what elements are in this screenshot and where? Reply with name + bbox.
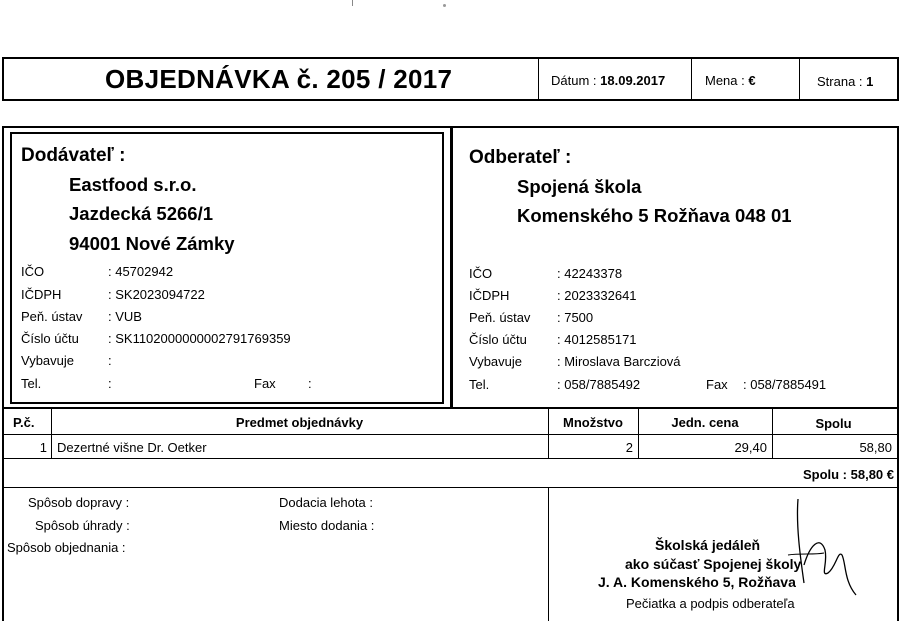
footer-divider — [548, 488, 549, 621]
signature-stroke — [797, 499, 804, 583]
delivery-place-label: Miesto dodania : — [279, 518, 375, 533]
table-row-rule — [2, 458, 899, 459]
currency-value: € — [748, 73, 756, 88]
page-field — [817, 74, 873, 89]
supplier-fax-value: : — [308, 376, 312, 391]
supplier-street: Jazdecká 5266/1 — [69, 203, 214, 224]
customer-account-label: Číslo účtu — [469, 332, 527, 347]
customer-ico-label: IČO — [469, 266, 493, 281]
sum-label: Spolu : — [802, 467, 847, 482]
customer-ico-value: : 42243378 — [557, 266, 623, 281]
customer-bank-value: : 7500 — [557, 310, 594, 325]
supplier-contact-value: : — [108, 353, 112, 368]
customer-tel-label: Tel. — [469, 377, 490, 392]
sum-value: 58,80 € — [850, 467, 894, 482]
customer-fax-value: : 058/7885491 — [743, 377, 827, 392]
stamp-line-1: Školská jedáleň — [655, 537, 761, 553]
transport-label: Spôsob dopravy : — [28, 495, 130, 510]
table-row-no: 1 — [39, 440, 47, 455]
signature-stroke — [788, 553, 824, 555]
ordering-label: Spôsob objednania : — [7, 540, 126, 555]
currency-label: Mena : — [705, 73, 745, 88]
scan-speck — [443, 4, 446, 7]
page-label: Strana : — [817, 74, 863, 89]
sum-field — [770, 467, 894, 482]
supplier-heading: Dodávateľ : — [21, 145, 126, 166]
customer-name: Spojená škola — [517, 176, 642, 197]
signature-scribble — [770, 495, 870, 605]
signature-stroke — [804, 543, 856, 595]
supplier-ico-value: : 45702942 — [108, 264, 174, 279]
supplier-icdph-value: : SK2023094722 — [108, 287, 205, 302]
supplier-icdph-label: IČDPH — [21, 287, 62, 302]
customer-account-value: : 4012585171 — [557, 332, 637, 347]
customer-tel-value: : 058/7885492 — [557, 377, 641, 392]
col-header-unit-price: Jedn. cena — [671, 415, 739, 430]
table-top-rule — [2, 407, 899, 409]
supplier-ico-label: IČO — [21, 264, 45, 279]
payment-label: Spôsob úhrady : — [35, 518, 130, 533]
customer-icdph-value: : 2023332641 — [557, 288, 637, 303]
table-row-qty: 2 — [625, 440, 633, 455]
supplier-fax-label: Fax — [254, 376, 276, 391]
table-row-unit-price: 29,40 — [734, 440, 767, 455]
table-row-item: Dezertné višne Dr. Oetker — [57, 440, 207, 455]
page-value: 1 — [866, 74, 874, 89]
delivery-time-label: Dodacia lehota : — [279, 495, 373, 510]
customer-icdph-label: IČDPH — [469, 288, 510, 303]
page-title: OBJEDNÁVKA č. 205 / 2017 — [105, 64, 453, 94]
supplier-city: 94001 Nové Zámky — [69, 233, 235, 254]
header-divider — [538, 59, 539, 99]
supplier-bank-value: : VUB — [108, 309, 142, 324]
col-header-no: P.č. — [13, 415, 35, 430]
col-header-item: Predmet objednávky — [235, 415, 364, 430]
supplier-tel-value: : — [108, 376, 112, 391]
customer-contact-value: : Miroslava Barcziová — [557, 354, 681, 369]
col-header-qty: Množstvo — [563, 415, 623, 430]
date-value: 18.09.2017 — [600, 73, 666, 88]
date-label: Dátum : — [551, 73, 597, 88]
table-header-rule — [2, 434, 899, 435]
supplier-box — [10, 132, 444, 404]
scan-speck — [352, 0, 353, 6]
signature-caption: Pečiatka a podpis odberateľa — [626, 596, 795, 611]
date-field — [551, 73, 665, 88]
supplier-contact-label: Vybavuje — [21, 353, 74, 368]
supplier-bank-label: Peň. ústav — [21, 309, 83, 324]
supplier-account-label: Číslo účtu — [21, 331, 79, 346]
table-sum-rule — [2, 487, 899, 488]
stamp-line-3: J. A. Komenského 5, Rožňava — [598, 574, 796, 590]
stamp-line-2: ako súčasť Spojenej školy — [625, 556, 802, 572]
customer-address: Komenského 5 Rožňava 048 01 — [517, 205, 792, 226]
supplier-name: Eastfood s.r.o. — [69, 174, 197, 195]
customer-fax-label: Fax — [706, 377, 728, 392]
currency-field — [705, 73, 756, 88]
party-divider — [450, 128, 453, 407]
customer-bank-label: Peň. ústav — [469, 310, 531, 325]
supplier-account-value: : SK1102000000002791769359 — [108, 331, 291, 346]
table-row-total: 58,80 — [859, 440, 892, 455]
col-header-total: Spolu — [815, 416, 852, 431]
customer-contact-label: Vybavuje — [469, 354, 522, 369]
supplier-tel-label: Tel. — [21, 376, 42, 391]
header-divider — [799, 59, 800, 99]
customer-heading: Odberateľ : — [469, 147, 572, 168]
header-divider — [691, 59, 692, 99]
